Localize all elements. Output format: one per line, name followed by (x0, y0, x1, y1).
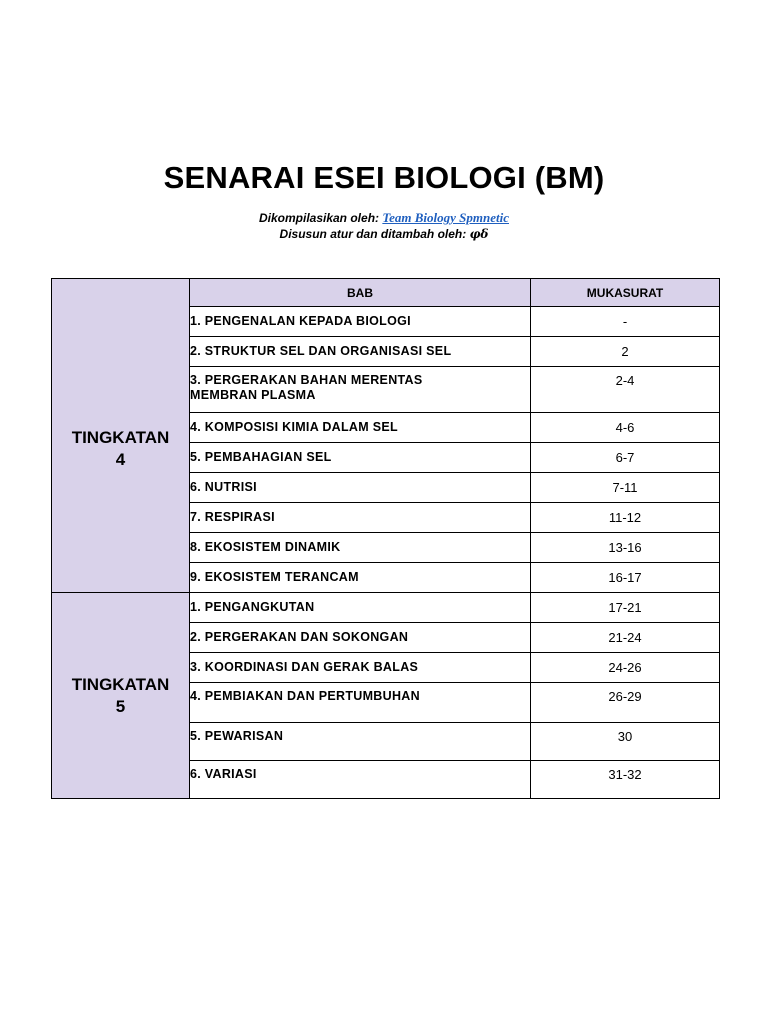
credits (0, 210, 768, 242)
chapter-cell: 1. PENGENALAN KEPADA BIOLOGI (190, 307, 531, 337)
page-cell: 2 (531, 337, 720, 367)
page-cell: 21-24 (531, 623, 720, 653)
page-cell: 31-32 (531, 761, 720, 799)
chapter-cell: 5. PEWARISAN (190, 723, 531, 761)
page-cell: 7-11 (531, 473, 720, 503)
compiled-by-label: Dikompilasikan oleh: (258, 211, 380, 225)
chapter-line: 3. PERGERAKAN BAHAN MERENTAS (190, 373, 423, 387)
level-label: TINGKATAN (71, 674, 170, 694)
chapter-cell: 9. EKOSISTEM TERANCAM (190, 563, 531, 593)
chapter-cell: 2. STRUKTUR SEL DAN ORGANISASI SEL (190, 337, 531, 367)
team-link[interactable]: Team Biology Spmnetic (382, 210, 509, 225)
page-cell: 26-29 (531, 683, 720, 723)
page-cell: 11-12 (531, 503, 720, 533)
chapter-cell: 8. EKOSISTEM DINAMIK (190, 533, 531, 563)
chapter-cell: 6. NUTRISI (190, 473, 531, 503)
level-number: 4 (115, 450, 126, 470)
chapter-cell: 4. KOMPOSISI KIMIA DALAM SEL (190, 413, 531, 443)
page-cell: 17-21 (531, 593, 720, 623)
page-cell: 13-16 (531, 533, 720, 563)
level-number: 5 (115, 696, 126, 716)
arranged-by-line (0, 226, 768, 242)
compiled-by-line (0, 210, 768, 226)
bab-header: BAB (190, 279, 531, 307)
page-header: MUKASURAT (531, 279, 720, 307)
page-cell: 4-6 (531, 413, 720, 443)
level-label: TINGKATAN (71, 428, 170, 448)
page-cell: 30 (531, 723, 720, 761)
page-cell: 16-17 (531, 563, 720, 593)
chapter-cell (190, 367, 531, 413)
arranged-by-label: Disusun atur dan ditambah oleh: (279, 227, 467, 241)
table-row (52, 593, 720, 623)
table-header-row (52, 279, 720, 307)
level-cell-4 (52, 307, 190, 593)
chapter-line: MEMBRAN PLASMA (190, 388, 316, 402)
chapter-cell: 7. RESPIRASI (190, 503, 531, 533)
page-cell: 6-7 (531, 443, 720, 473)
arranged-by-symbol: φδ (469, 227, 489, 241)
chapter-cell: 2. PERGERAKAN DAN SOKONGAN (190, 623, 531, 653)
table-row (52, 307, 720, 337)
level-cell-5 (52, 593, 190, 799)
page-cell: 24-26 (531, 653, 720, 683)
chapter-cell: 5. PEMBAHAGIAN SEL (190, 443, 531, 473)
page-cell: 2-4 (531, 367, 720, 413)
chapter-cell: 6. VARIASI (190, 761, 531, 799)
chapter-cell: 1. PENGANGKUTAN (190, 593, 531, 623)
page-title: SENARAI ESEI BIOLOGI (BM) (163, 160, 605, 195)
chapter-cell: 3. KOORDINASI DAN GERAK BALAS (190, 653, 531, 683)
chapter-cell: 4. PEMBIAKAN DAN PERTUMBUHAN (190, 683, 531, 723)
page-cell: - (531, 307, 720, 337)
chapter-table (51, 278, 720, 799)
level-header-cell (52, 279, 190, 307)
